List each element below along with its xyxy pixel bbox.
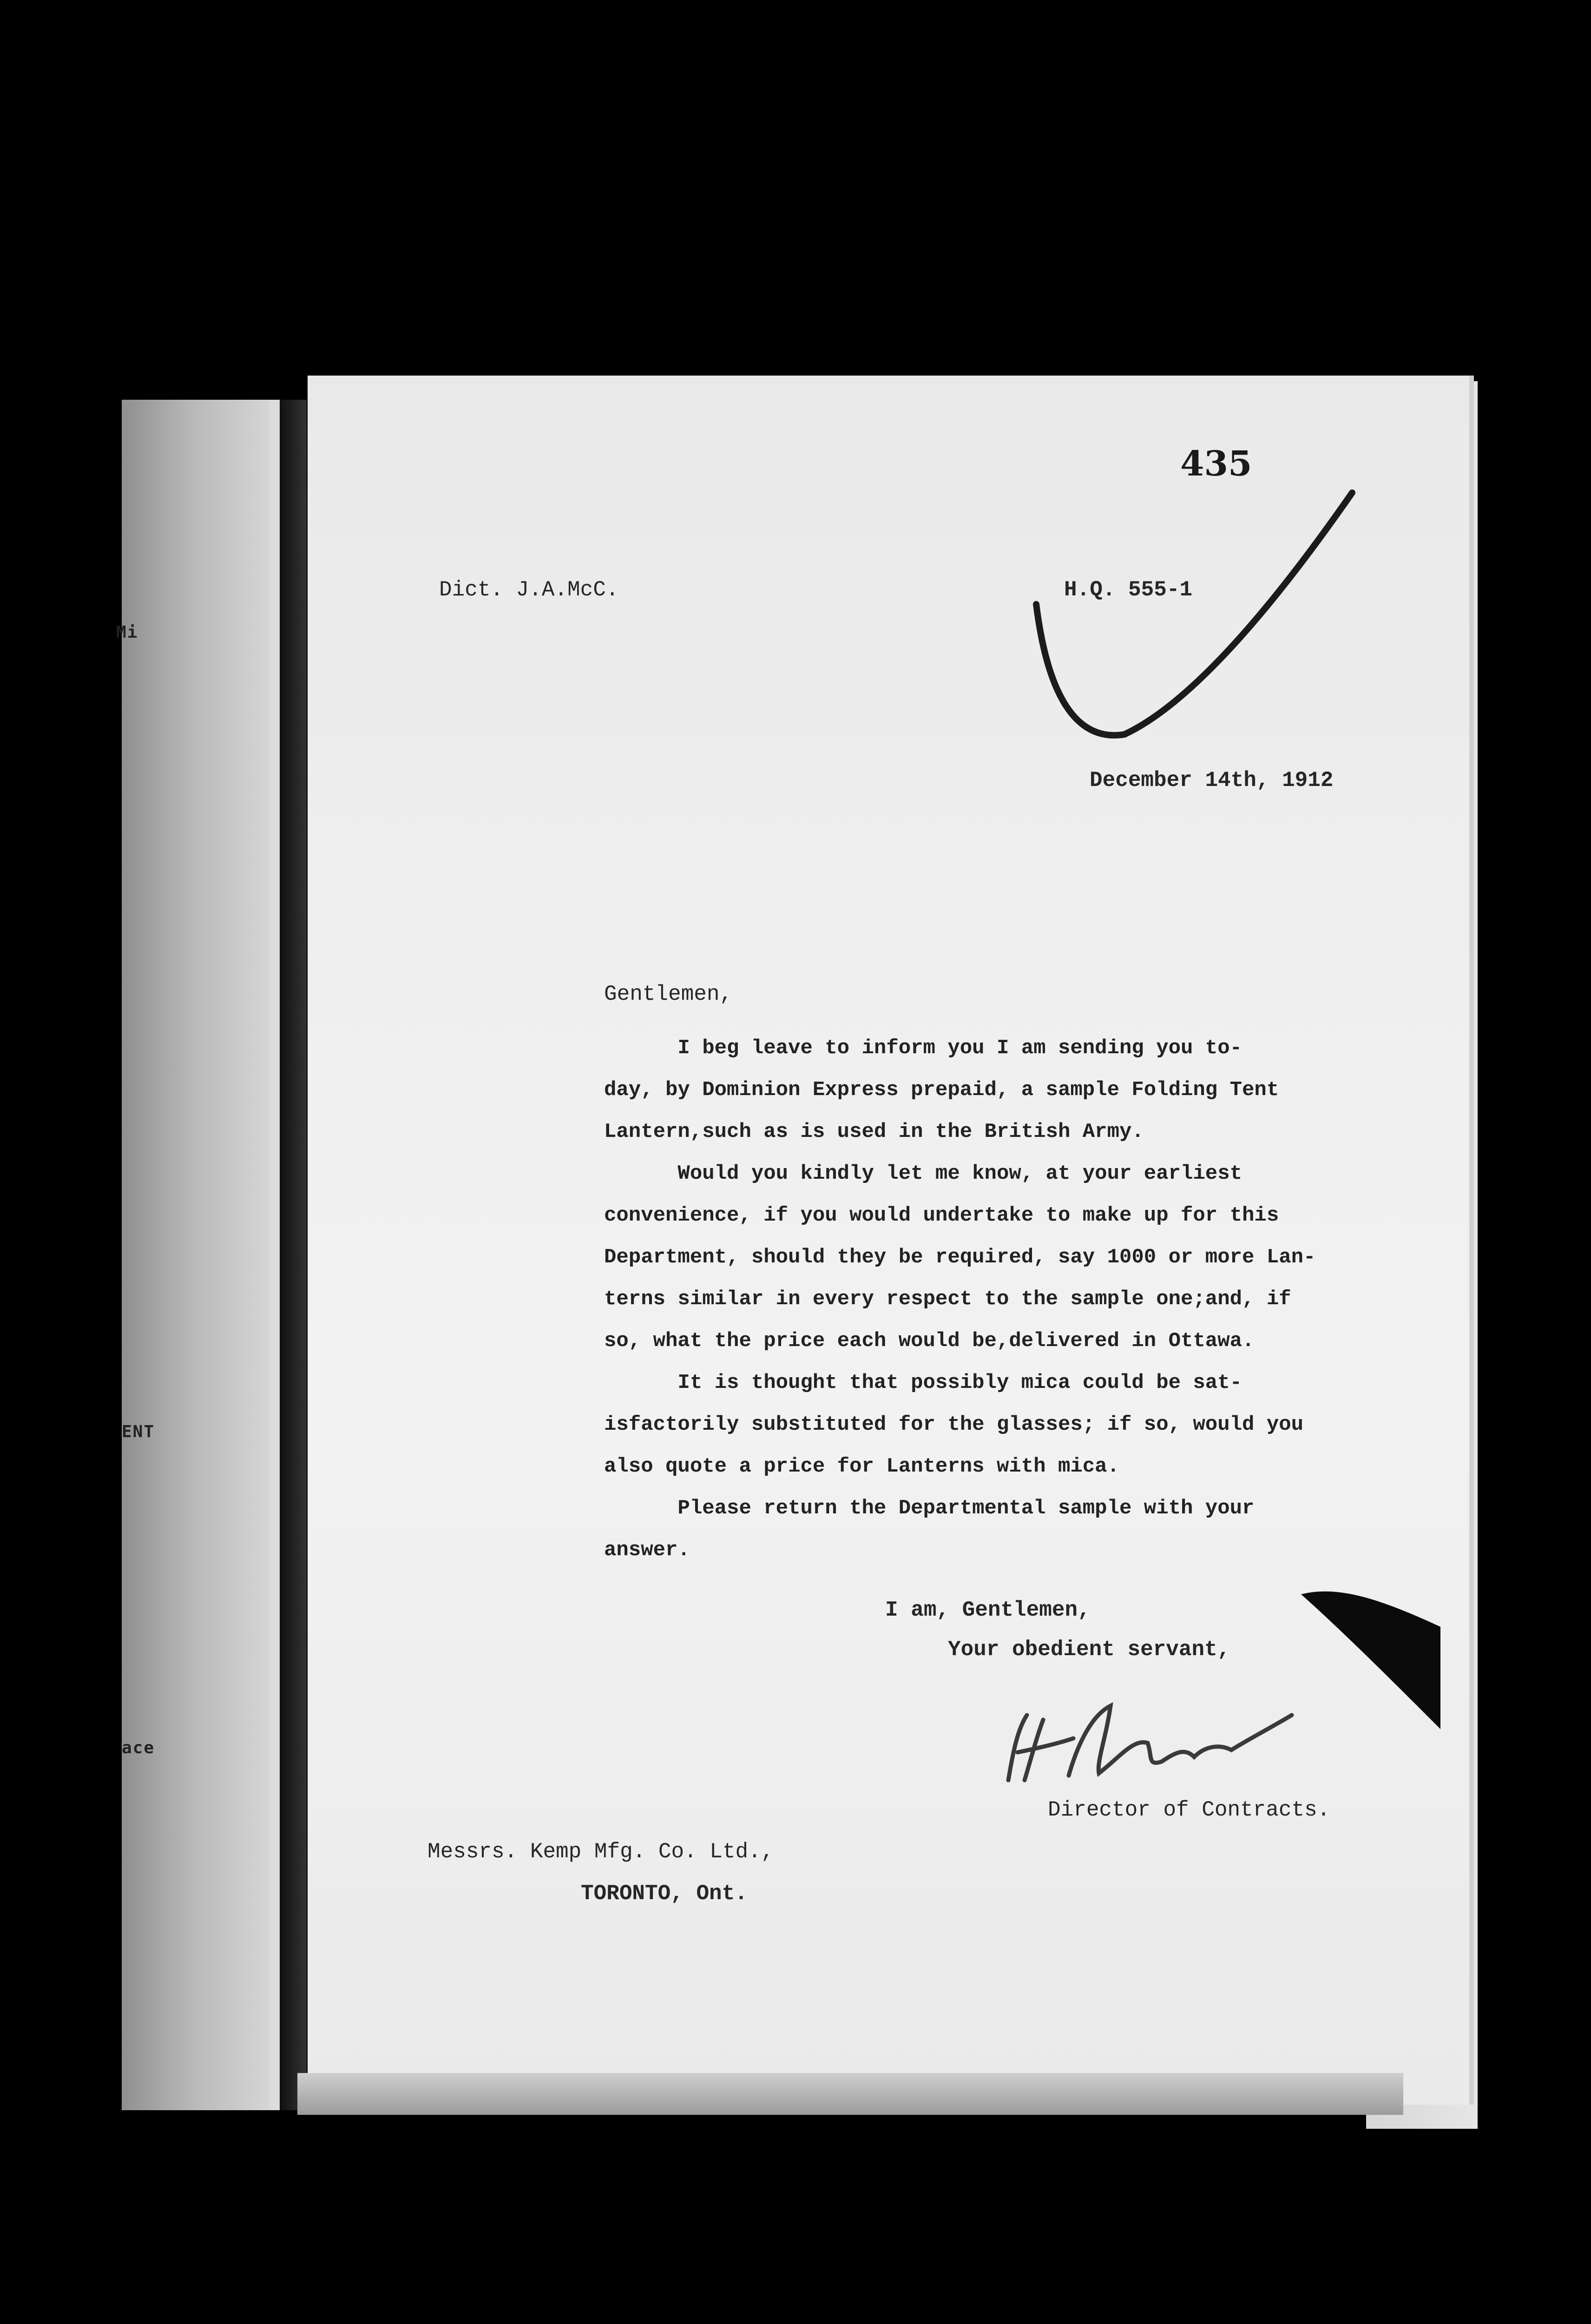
body-line: Please return the Departmental sample with your: [604, 1497, 1255, 1520]
body-line: Lantern,such as is used in the British Army.: [604, 1120, 1144, 1143]
checkmark-mark: [1018, 483, 1361, 744]
body-line: terns similar in every respect to the sample one;and, if: [604, 1287, 1291, 1311]
page-number: 435: [1180, 444, 1252, 484]
backing-page-fragment: ENT: [122, 1422, 155, 1441]
body-line: also quote a price for Lanterns with mica.: [604, 1455, 1119, 1478]
pen-object: [1301, 1576, 1440, 1729]
body-line: answer.: [604, 1538, 690, 1562]
signature-mark: [999, 1687, 1301, 1799]
body-line: It is thought that possibly mica could be sat-: [604, 1371, 1243, 1394]
backing-page: [122, 400, 280, 2110]
closing-line: I am, Gentlemen,: [885, 1598, 1091, 1622]
signature-title: Director of Contracts.: [1048, 1798, 1330, 1822]
closing-line: Your obedient servant,: [948, 1637, 1230, 1662]
dictation-reference: Dict. J.A.McC.: [439, 578, 619, 602]
file-reference: H.Q. 555-1: [1064, 578, 1193, 602]
backing-page-edge: [270, 400, 280, 2110]
letter-body: [604, 1027, 1315, 1571]
addressee-name: Messrs. Kemp Mfg. Co. Ltd.,: [427, 1840, 774, 1864]
body-line: so, what the price each would be,delivered in Ottawa.: [604, 1329, 1255, 1353]
body-line: day, by Dominion Express prepaid, a sample Folding Tent: [604, 1078, 1279, 1102]
salutation: Gentlemen,: [604, 982, 733, 1006]
addressee-city: TORONTO, Ont.: [581, 1882, 748, 1906]
body-line: Would you kindly let me know, at your earliest: [604, 1162, 1243, 1185]
body-line: convenience, if you would undertake to make up for this: [604, 1204, 1279, 1227]
backing-page-fragment: Mi: [116, 623, 138, 642]
body-line: Department, should they be required, say 1000 or more Lan-: [604, 1246, 1316, 1269]
page-gutter-shadow: [280, 400, 307, 2110]
letter-date: December 14th, 1912: [1090, 768, 1334, 792]
body-line: isfactorily substituted for the glasses; if so, would you: [604, 1413, 1304, 1436]
page-stack-bottom: [297, 2073, 1403, 2115]
body-line: I beg leave to inform you I am sending you to-: [604, 1037, 1243, 1060]
backing-page-fragment: ace: [122, 1738, 155, 1757]
